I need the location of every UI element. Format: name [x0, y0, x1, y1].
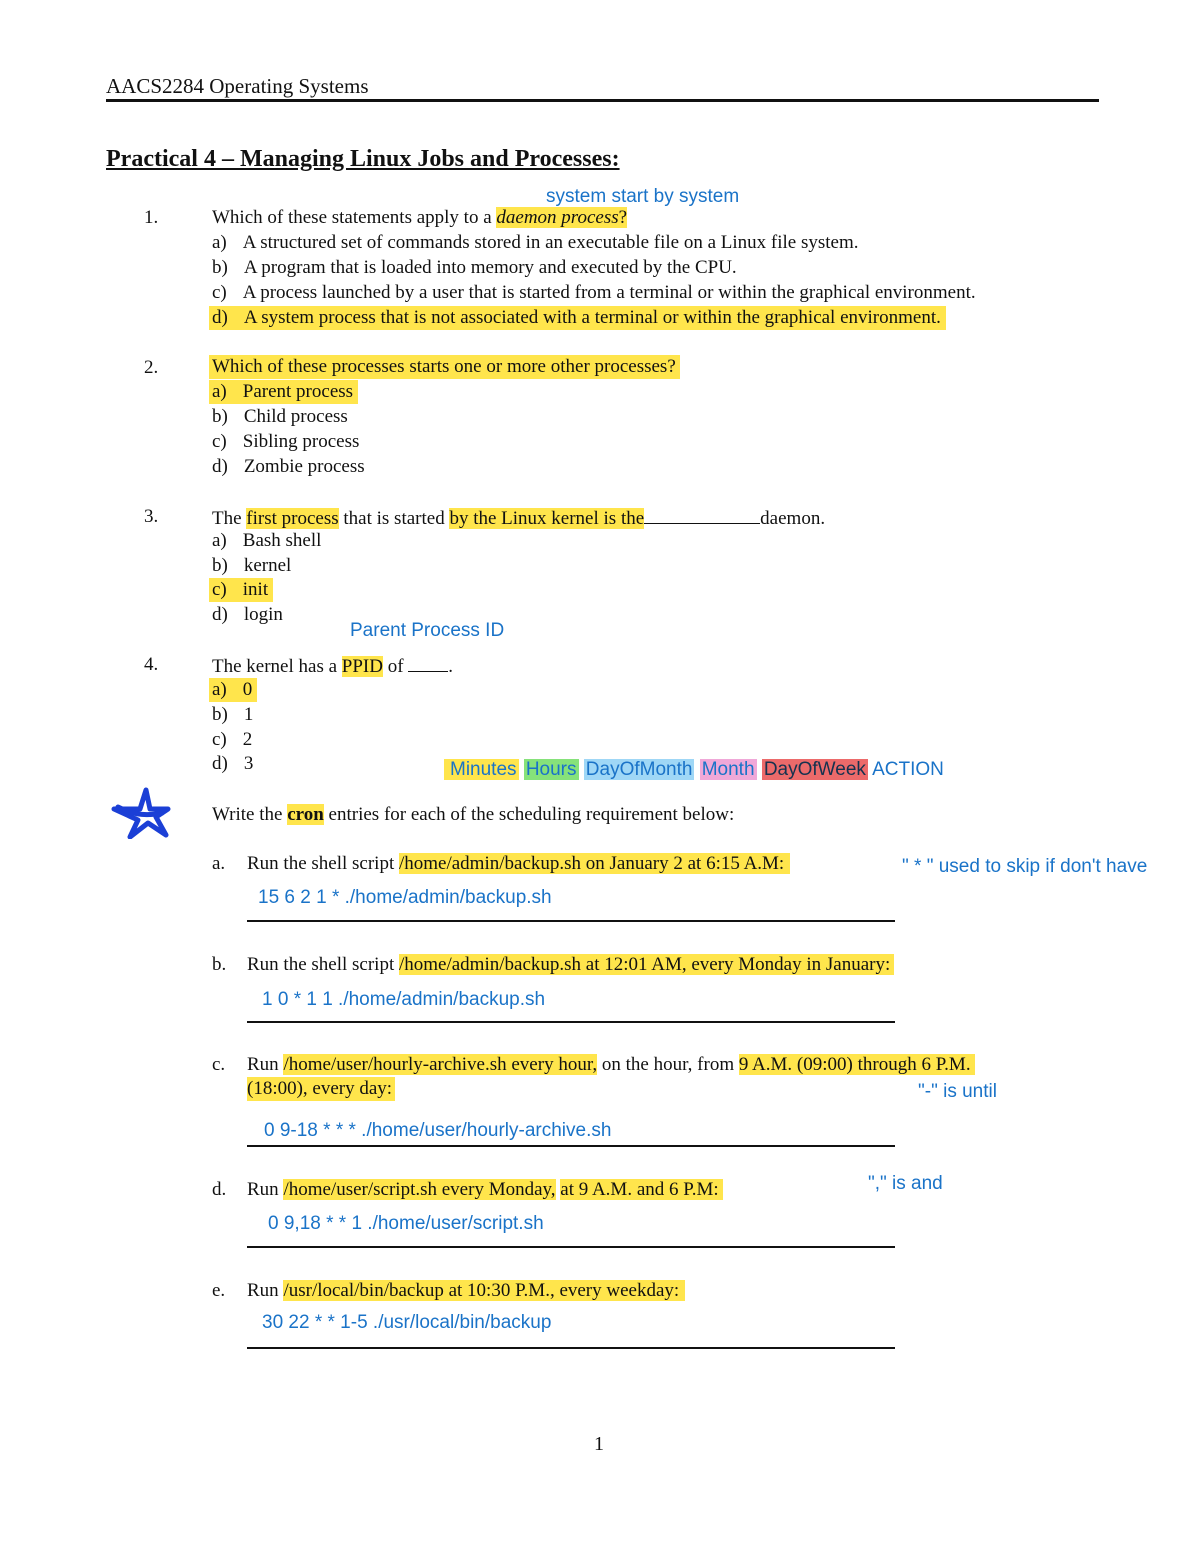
q5a-letter: a.	[212, 853, 226, 874]
q5d-letter: d.	[212, 1179, 227, 1200]
legend-dayofweek: DayOfWeek	[763, 759, 866, 780]
q5e-answer-line	[247, 1347, 895, 1349]
q5e-answer: 30 22 * * 1-5 ./usr/local/bin/backup	[262, 1312, 552, 1333]
q4-number: 4.	[144, 654, 159, 675]
q4-option-c: c) 2	[212, 729, 253, 750]
q1-option-b: b) A program that is loaded into memory and executed by the CPU.	[212, 257, 737, 278]
q1-annotation: system start by system	[546, 186, 740, 207]
q5b-answer-line	[247, 1021, 895, 1023]
q1-emph: daemon process	[496, 207, 619, 228]
q5a-text: Run the shell script /home/admin/backup.sh on January 2 at 6:15 A.M:	[247, 852, 790, 876]
q5c-text-line2: (18:00), every day:	[247, 1077, 395, 1101]
q3-option-b: b) kernel	[212, 555, 292, 576]
q3-question: The first process that is started by the Linux kernel is the daemon.	[212, 505, 825, 531]
legend-month: Month	[701, 759, 755, 780]
q4-option-b: b) 1	[212, 704, 254, 725]
q4-option-a: a) 0	[209, 678, 257, 702]
legend-hours: Hours	[525, 759, 577, 780]
q5e-text: Run /usr/local/bin/backup at 10:30 P.M., every weekday:	[247, 1279, 685, 1303]
q5d-answer-line	[247, 1246, 895, 1248]
q5c-letter: c.	[212, 1054, 226, 1075]
q2-option-a: a) Parent process	[209, 380, 358, 404]
cron-field-legend	[444, 757, 944, 783]
q5e-letter: e.	[212, 1280, 226, 1301]
q5a-answer-line	[247, 920, 895, 922]
q5b-letter: b.	[212, 954, 227, 975]
q5d-answer: 0 9,18 * * 1 ./home/user/script.sh	[268, 1213, 544, 1234]
q1-question: Which of these statements apply to a daemon process?	[212, 207, 628, 228]
q1-number: 1.	[144, 207, 159, 228]
q5c-answer: 0 9-18 * * * ./home/user/hourly-archive.sh	[264, 1120, 612, 1141]
page-number: 1	[594, 1433, 604, 1455]
header-rule	[106, 99, 1099, 102]
q5c-text: Run /home/user/hourly-archive.sh every hour, on the hour, from 9 A.M. (09:00) through 6 P.M.	[247, 1053, 975, 1077]
star-icon	[110, 787, 172, 839]
q5a-answer: 15 6 2 1 * ./home/admin/backup.sh	[258, 887, 552, 908]
legend-action: ACTION	[872, 759, 944, 780]
skip-annotation: " * " used to skip if don't have	[902, 856, 1148, 877]
until-annotation: "-" is until	[918, 1081, 997, 1102]
q3-option-a: a) Bash shell	[212, 530, 322, 551]
legend-dayofmonth: DayOfMonth	[585, 759, 693, 780]
q3-option-d: d) login	[212, 604, 283, 625]
and-annotation: "," is and	[868, 1173, 943, 1194]
q5d-text: Run /home/user/script.sh every Monday, at 9 A.M. and 6 P.M:	[247, 1178, 723, 1202]
q4-blank	[408, 653, 448, 672]
q3-option-c: c) init	[209, 578, 273, 602]
q5b-text: Run the shell script /home/admin/backup.sh at 12:01 AM, every Monday in January:	[247, 953, 894, 977]
q1-option-c: c) A process launched by a user that is started from a terminal or within the graphical environment.	[212, 282, 976, 303]
q4-option-d: d) 3	[212, 753, 254, 774]
q2-option-d: d) Zombie process	[212, 456, 365, 477]
q4-question: The kernel has a PPID of .	[212, 653, 453, 679]
q5-question: Write the cron entries for each of the scheduling requirement below:	[212, 804, 735, 825]
q1-option-d: d) A system process that is not associated with a terminal or within the graphical environment.	[209, 306, 946, 330]
q2-option-b: b) Child process	[212, 406, 348, 427]
q2-question: Which of these processes starts one or more other processes?	[209, 355, 680, 379]
q5b-answer: 1 0 * 1 1 ./home/admin/backup.sh	[262, 989, 546, 1010]
page-title: Practical 4 – Managing Linux Jobs and Processes:	[106, 146, 620, 172]
q2-option-c: c) Sibling process	[212, 431, 360, 452]
q5c-answer-line	[247, 1145, 895, 1147]
q3-blank	[644, 505, 760, 524]
course-header: AACS2284 Operating Systems	[106, 74, 369, 98]
q1-option-a: a) A structured set of commands stored in an executable file on a Linux file system.	[212, 232, 859, 253]
q2-number: 2.	[144, 357, 159, 378]
legend-minutes: Minutes	[444, 759, 519, 780]
q3-number: 3.	[144, 506, 159, 527]
ppid-annotation: Parent Process ID	[350, 620, 505, 641]
